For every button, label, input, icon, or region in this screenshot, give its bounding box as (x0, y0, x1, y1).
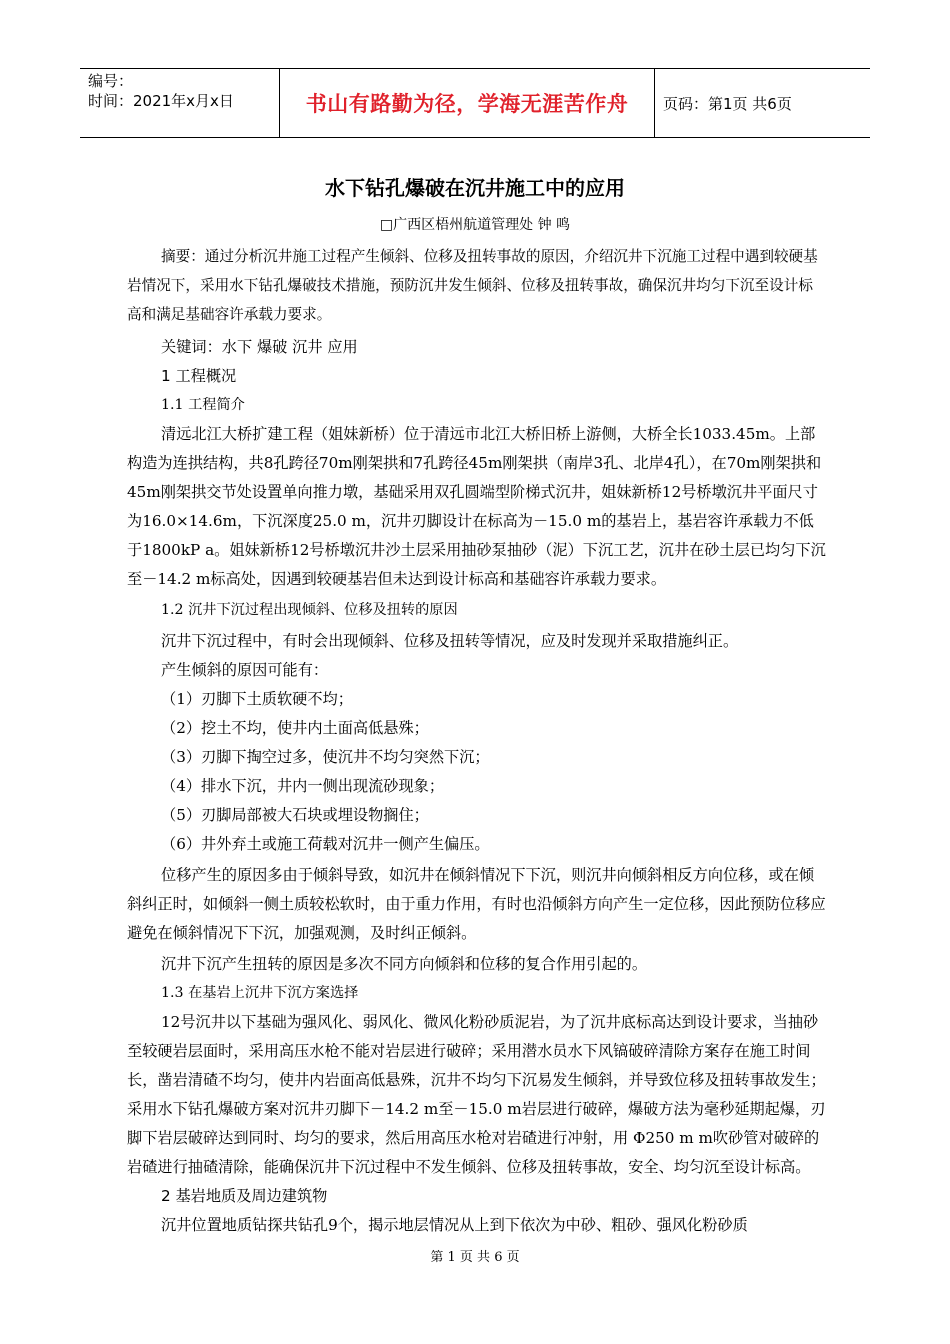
paragraph-displacement: 位移产生的原因多由于倾斜导致，如沉井在倾斜情况下下沉，则沉井向倾斜相反方向位移，或在倾斜纠正时，如倾斜一侧土质较松软时，由于重力作用，有时也沿倾斜方向产生一定位移，因此预防位移应避免在倾斜情况下下沉，加强观测，及时纠正倾斜。 (127, 866, 826, 942)
paragraph-overview: 清远北江大桥扩建工程（姐妹新桥）位于清远市北江大桥旧桥上游侧，大桥全长1033.45m。上部构造为连拱结构，共8孔跨径70m刚架拱和7孔跨径45m刚架拱（南岸3孔、北岸4孔），在70m刚架拱和45m刚架拱交节处设置单向推力墩，基础采用双孔圆端型阶梯式沉井，姐妹新桥12号桥墩沉井平面尺寸为16.0×14.6m，下沉深度25.0 m，沉井刃脚设计在标高为－15.0 m的基岩上，基岩容许承载力不低于1800kP a。姐妹新桥12号桥墩沉井沙土层采用抽砂泵抽砂（泥）下沉工艺，沉井在砂土层已均匀下沉至－14.2 m标高处，因遇到较硬基岩但未达到设计标高和基础容许承载力要求。 (127, 425, 826, 588)
header-table (80, 68, 870, 138)
paragraph-geology: 沉井位置地质钻探共钻孔9个，揭示地层情况从上到下依次为中砂、粗砂、强风化粉砂质 (161, 1216, 748, 1234)
paragraph-tilt-causes: 产生倾斜的原因可能有： (161, 661, 329, 679)
document-title: 水下钻孔爆破在沉井施工中的应用 (325, 176, 625, 200)
section-heading-1-1: 1.1 工程简介 (161, 397, 245, 413)
header-motto: 书山有路勤为径，学海无涯苦作舟 (280, 69, 655, 137)
list-item: （4）排水下沉，井内一侧出现流砂现象； (161, 777, 445, 795)
list-item: （3）刃脚下掏空过多，使沉井不均匀突然下沉； (161, 748, 490, 766)
list-item: （5）刃脚局部被大石块或埋设物搁住； (161, 806, 429, 824)
author-line: □广西区梧州航道管理处 钟 鸣 (379, 217, 571, 233)
abstract-text: 通过分析沉井施工过程产生倾斜、位移及扭转事故的原因，介绍沉井下沉施工过程中遇到较硬基岩情况下，采用水下钻孔爆破技术措施，预防沉井发生倾斜、位移及扭转事故，确保沉井均匀下沉至设计标高和满足基础容许承载力要求。 (127, 248, 818, 323)
abstract-paragraph (127, 242, 827, 329)
header-page-info: 页码：第1页 共6页 (663, 94, 792, 113)
section-heading-2: 2 基岩地质及周边建筑物 (161, 1187, 328, 1205)
document-body (127, 242, 827, 1240)
list-item: （6）井外弃土或施工荷载对沉井一侧产生偏压。 (161, 835, 490, 853)
date-label: 时间：2021年x月x日 (88, 92, 234, 110)
page-footer: 第 1 页 共 6 页 (430, 1250, 520, 1265)
number-label: 编号： (88, 72, 134, 90)
header-meta (80, 69, 280, 137)
section-heading-1-2: 1.2 沉井下沉过程出现倾斜、位移及扭转的原因 (161, 602, 458, 618)
list-item: （1）刃脚下土质软硬不均； (161, 690, 353, 708)
paragraph-scheme: 12号沉井以下基础为强风化、弱风化、微风化粉砂质泥岩，为了沉井底标高达到设计要求，当抽砂至较硬岩层面时，采用高压水枪不能对岩层进行破碎；采用潜水员水下风镐破碎清除方案存在施工时间长，凿岩清碴不均匀，使井内岩面高低悬殊，沉井不均匀下沉易发生倾斜，并导致位移及扭转事故发生；采用水下钻孔爆破方案对沉井刃脚下－14.2 m至－15.0 m岩层进行破碎，爆破方法为毫秒延期起爆，刃脚下岩层破碎达到同时、均匀的要求，然后用高压水枪对岩碴进行冲射，用 Φ250 m m吹砂管对破碎的岩碴进行抽碴清除，能确保沉井下沉过程中不发生倾斜、位移及扭转事故，安全、均匀沉至设计标高。 (127, 1013, 826, 1176)
section-heading-1-3: 1.3 在基岩上沉井下沉方案选择 (161, 985, 359, 1001)
list-item: （2）挖土不均，使井内土面高低悬殊； (161, 719, 429, 737)
abstract-label: 摘要： (161, 248, 205, 265)
section-heading-1: 1 工程概况 (161, 367, 237, 385)
paragraph-causes-intro: 沉井下沉过程中，有时会出现倾斜、位移及扭转等情况，应及时发现并采取措施纠正。 (161, 632, 739, 650)
keywords-text: 水下 爆破 沉井 应用 (221, 338, 358, 356)
keywords-label: 关键词： (161, 338, 222, 356)
paragraph-torsion: 沉井下沉产生扭转的原因是多次不同方向倾斜和位移的复合作用引起的。 (161, 955, 647, 973)
keywords-paragraph (127, 333, 827, 362)
